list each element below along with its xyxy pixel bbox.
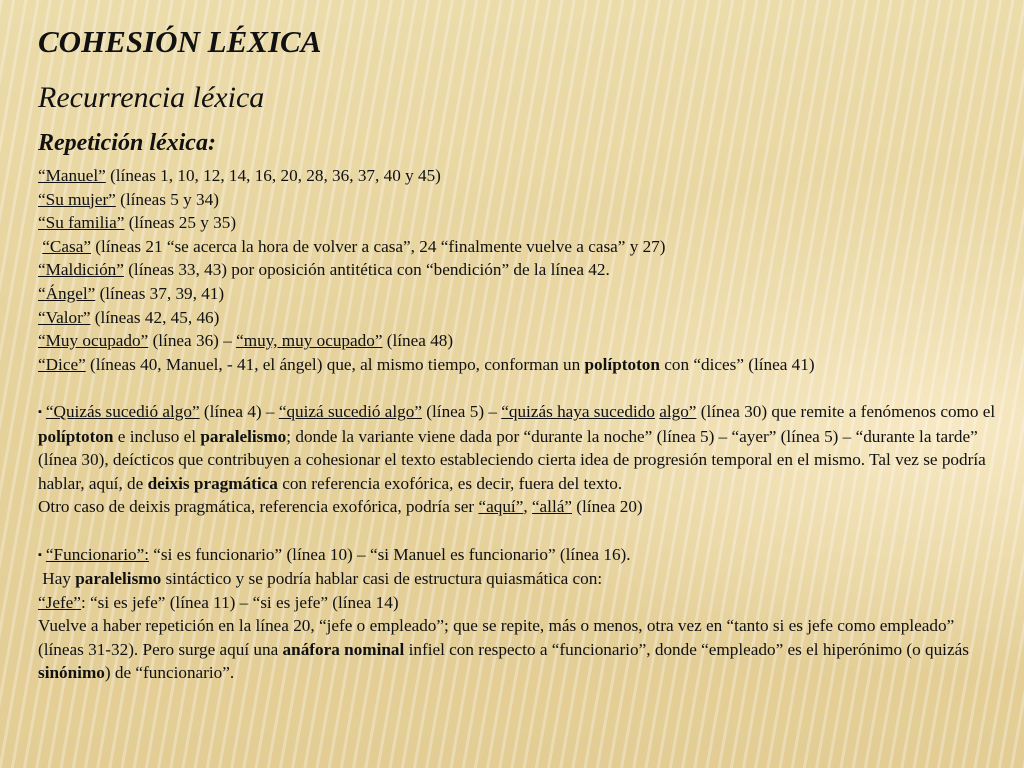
quizas-paragraph: ▪ “Quizás sucedió algo” (línea 4) – “quizá sucedió algo” (línea 5) – “quizás haya sucedido algo” (línea 30) que remite a fenómenos como el políptoton e incluso el paralelismo; donde la variante viene dada por “durante la noche” (línea 5) – “ayer” (línea 5) – “durante la tarde” (línea 30), deícticos que contribuyen a cohesionar el texto estableciendo cierta idea de progresión temporal en el mismo. Tal vez se podría hablar, aquí, de deixis pragmática con referencia exofórica, es decir, fuera del texto. xyxy=(38,401,996,493)
list-item: “Casa” (líneas 21 “se acerca la hora de volver a casa”, 24 “finalmente vuelve a casa” y 27) xyxy=(42,236,666,256)
page-subtitle: Recurrencia léxica xyxy=(38,81,265,114)
list-item: “Su familia” (líneas 25 y 35) xyxy=(38,213,237,233)
page-title: COHESIÓN LÉXICA xyxy=(38,24,322,59)
jefe-line: “Jefe”: “si es jefe” (línea 11) – “si es jefe” (línea 14) xyxy=(38,592,399,612)
bullet-icon: ▪ xyxy=(38,405,42,418)
list-item: “Dice” (líneas 40, Manuel, - 41, el ángel) que, al mismo tiempo, conforman un políptoton con “dices” (línea 41) xyxy=(38,354,815,374)
list-item: “Su mujer” (líneas 5 y 34) xyxy=(38,189,219,209)
section-heading: Repetición léxica: xyxy=(38,130,216,156)
slide-body xyxy=(38,164,998,685)
list-item: “Valor” (líneas 42, 45, 46) xyxy=(38,307,220,327)
otro-caso-line: Otro caso de deixis pragmática, referencia exofórica, podría ser “aquí”, “allá” (línea 20) xyxy=(38,497,643,517)
vuelve-paragraph: Vuelve a haber repetición en la línea 20, “jefe o empleado”; que se repite, más o menos, otra vez en “tanto si es jefe como empleado” (líneas 31-32). Pero surge aquí una anáfora nominal infiel con respecto a “funcionario”, donde “empleado” es el hiperónimo (o quizás sinónimo) de “funcionario”. xyxy=(38,616,969,683)
spacer xyxy=(38,376,998,400)
spacer xyxy=(38,519,998,543)
list-item: “Manuel” (líneas 1, 10, 12, 14, 16, 20, 28, 36, 37, 40 y 45) xyxy=(38,166,441,185)
bullet-icon: ▪ xyxy=(38,548,42,561)
paralelismo-line: Hay paralelismo sintáctico y se podría hablar casi de estructura quiasmática con: xyxy=(38,569,603,589)
list-item: “Muy ocupado” (línea 36) – “muy, muy ocupado” (línea 48) xyxy=(38,331,454,351)
list-item: “Ángel” (líneas 37, 39, 41) xyxy=(38,283,225,303)
list-item: “Maldición” (líneas 33, 43) por oposición antitética con “bendición” de la línea 42. xyxy=(38,260,610,280)
slide-content xyxy=(38,24,998,685)
funcionario-line: ▪ “Funcionario”: “si es funcionario” (línea 10) – “si Manuel es funcionario” (línea 16). xyxy=(38,544,631,564)
